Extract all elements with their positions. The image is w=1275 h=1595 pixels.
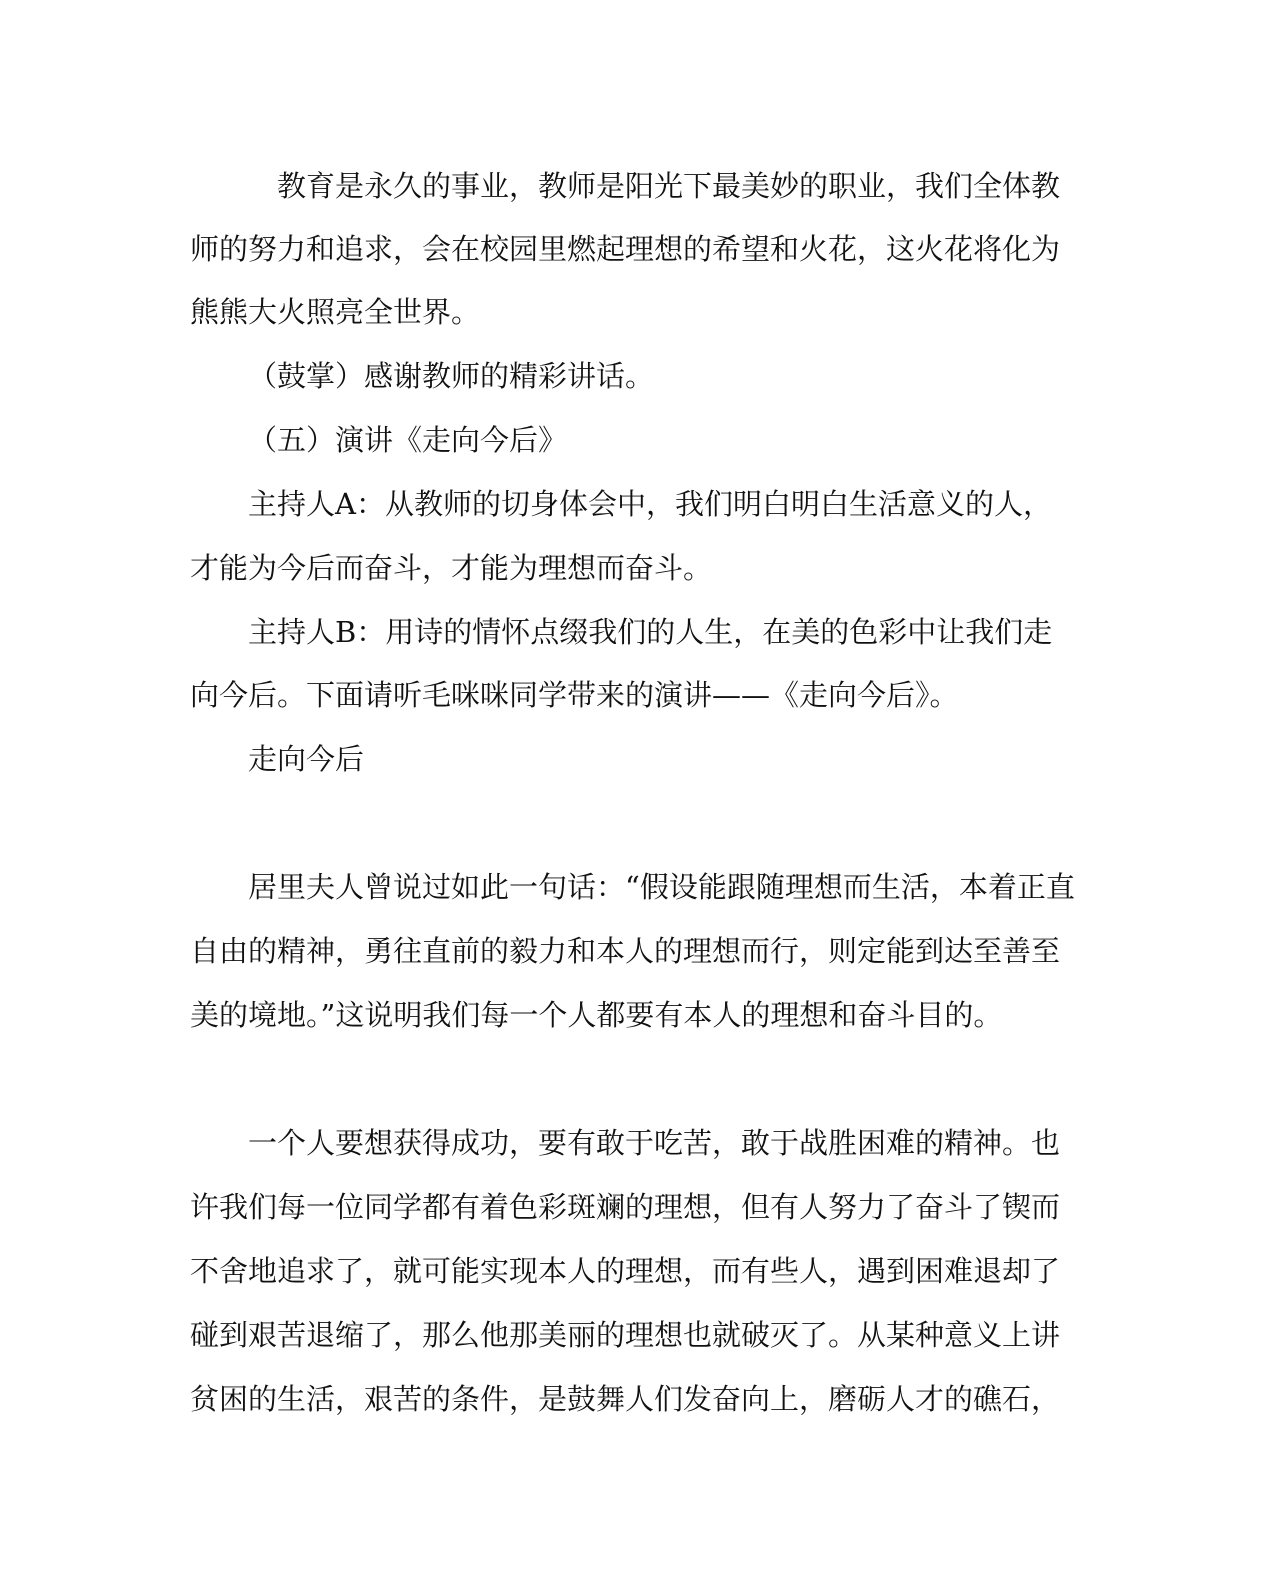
text-line: 师的努力和追求，会在校园里燃起理想的希望和火花，这火花将化为 [190,232,1061,266]
text-line: 许我们每一位同学都有着色彩斑斓的理想，但有人努力了奋斗了锲而 [190,1190,1061,1224]
speech-title: 走向今后 [248,742,365,776]
text-line: 主持人B：用诗的情怀点缀我们的人生，在美的色彩中让我们走 [248,615,1053,649]
text-line: 自由的精神，勇往直前的毅力和本人的理想而行，则定能到达至善至 [190,934,1061,968]
text-line: 教育是永久的事业，教师是阳光下最美妙的职业，我们全体教 [277,169,1061,203]
text-line: 不舍地追求了，就可能实现本人的理想，而有些人，遇到困难退却了 [190,1254,1061,1288]
text-line: 碰到艰苦退缩了，那么他那美丽的理想也就破灭了。从某种意义上讲 [190,1318,1061,1352]
text-line: 向今后。下面请听毛咪咪同学带来的演讲——《走向今后》。 [190,678,959,712]
text-line: （鼓掌）感谢教师的精彩讲话。 [248,359,655,393]
text-line: 熊熊大火照亮全世界。 [190,295,481,329]
text-line: 才能为今后而奋斗，才能为理想而奋斗。 [190,551,713,585]
text-line: 美的境地。”这说明我们每一个人都要有本人的理想和奋斗目的。 [190,998,1003,1032]
text-line: 主持人A：从教师的切身体会中，我们明白明白生活意义的人， [248,487,1052,521]
text-line: 一个人要想获得成功，要有敢于吃苦，敢于战胜困难的精神。也 [248,1126,1061,1160]
section-heading: （五）演讲《走向今后》 [248,423,568,457]
text-line: 贫困的生活，艰苦的条件，是鼓舞人们发奋向上，磨砺人才的礁石， [190,1382,1061,1416]
text-line: 居里夫人曾说过如此一句话：“假设能跟随理想而生活，本着正直 [248,870,1075,904]
